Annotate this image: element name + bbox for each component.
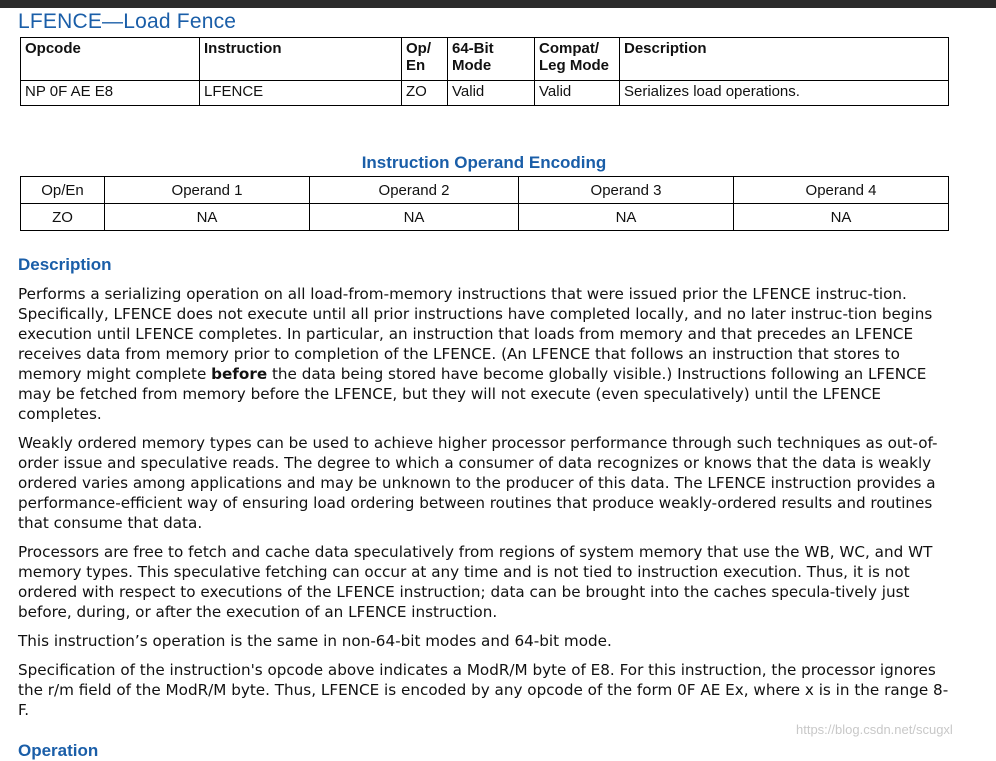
operand2-cell: NA: [310, 204, 519, 231]
operand4-cell: NA: [734, 204, 949, 231]
description-paragraph-3: Processors are free to fetch and cache data speculatively from regions of system memory that use the WB, WC, and WT memory types. This speculative fetching can occur at any time and is not tied to instruction execution. Thus, it is not ordered with respect to executions of the LFENCE instruction; data can be brought into the caches specula-tively just before, during, or after the execution of an LFENCE instruction.: [18, 543, 933, 621]
description-paragraph-2: Weakly ordered memory types can be used to achieve higher processor performance through such techniques as out-of-order issue and speculative reads. The degree to which a consumer of data recognizes or knows that the data is weakly ordered varies among applications and may be unknown to the producer of this data. The LFENCE instruction provides a performance-efficient way of ensuring load ordering between routines that produce weakly-ordered results and routines that consume that data.: [18, 434, 938, 532]
64bit-mode-cell: Valid: [448, 81, 535, 106]
paragraph-text: the data being stored have become globally visible.) Instructions following an LFENCE may be fetched from memory before the LFENCE, but they will not execute (even speculatively) until the LFENCE completes.: [18, 365, 927, 423]
instruction-header: Instruction: [200, 38, 402, 81]
compat-leg-mode-cell: Valid: [535, 81, 620, 106]
description-body: [18, 284, 953, 729]
paragraph-text: Performs a serializing operation on all load-from-memory instructions that were issued prior the LFENCE instruc-tion. Specifically, LFENCE does not execute until all prior instructions have completed locally, and no later instruc-tion begins execution until LFENCE completes. In particular, an instruction that loads from memory and that precedes an LFENCE receives data from memory prior to completion of the LFENCE. (An LFENCE that follows an instruction that stores to memory might complete: [18, 285, 933, 383]
opcode-header: Opcode: [21, 38, 200, 81]
page-title: LFENCE—Load Fence: [18, 10, 237, 33]
op-en-cell: ZO: [402, 81, 448, 106]
operand3-header: Operand 3: [519, 177, 734, 204]
instruction-cell: LFENCE: [200, 81, 402, 106]
table-row: [21, 81, 949, 106]
description-header: Description: [620, 38, 949, 81]
encoding-title: Instruction Operand Encoding: [361, 153, 607, 172]
64bit-mode-header: 64-Bit Mode: [448, 38, 535, 81]
opcode-table-header-row: [21, 38, 949, 81]
opcode-table: [20, 37, 949, 106]
table-row: [21, 204, 949, 231]
encoding-header-row: [21, 177, 949, 204]
opcode-cell: NP 0F AE E8: [21, 81, 200, 106]
op-en-header: Op/ En: [402, 38, 448, 81]
op-en-cell: ZO: [21, 204, 105, 231]
description-paragraph-4: This instruction’s operation is the same in non-64-bit modes and 64-bit mode.: [18, 632, 612, 650]
top-bar: [0, 0, 996, 8]
operand-encoding-table: [20, 176, 949, 231]
operand4-header: Operand 4: [734, 177, 949, 204]
description-paragraph-5: Specification of the instruction's opcode above indicates a ModR/M byte of E8. For this instruction, the processor ignores the r/m field of the ModR/M byte. Thus, LFENCE is encoded by any opcode of the form 0F AE Ex, where x is in the range 8-F.: [18, 661, 949, 719]
description-heading: Description: [18, 255, 112, 274]
operand1-cell: NA: [105, 204, 310, 231]
bold-text: before: [211, 365, 268, 383]
operation-heading: Operation: [18, 741, 99, 760]
operand3-cell: NA: [519, 204, 734, 231]
operand1-header: Operand 1: [105, 177, 310, 204]
operand2-header: Operand 2: [310, 177, 519, 204]
compat-leg-mode-header: Compat/ Leg Mode: [535, 38, 620, 81]
watermark: https://blog.csdn.net/scugxl: [796, 722, 953, 737]
description-cell: Serializes load operations.: [620, 81, 949, 106]
description-paragraph-1: [18, 284, 953, 424]
op-en-header: Op/En: [21, 177, 105, 204]
